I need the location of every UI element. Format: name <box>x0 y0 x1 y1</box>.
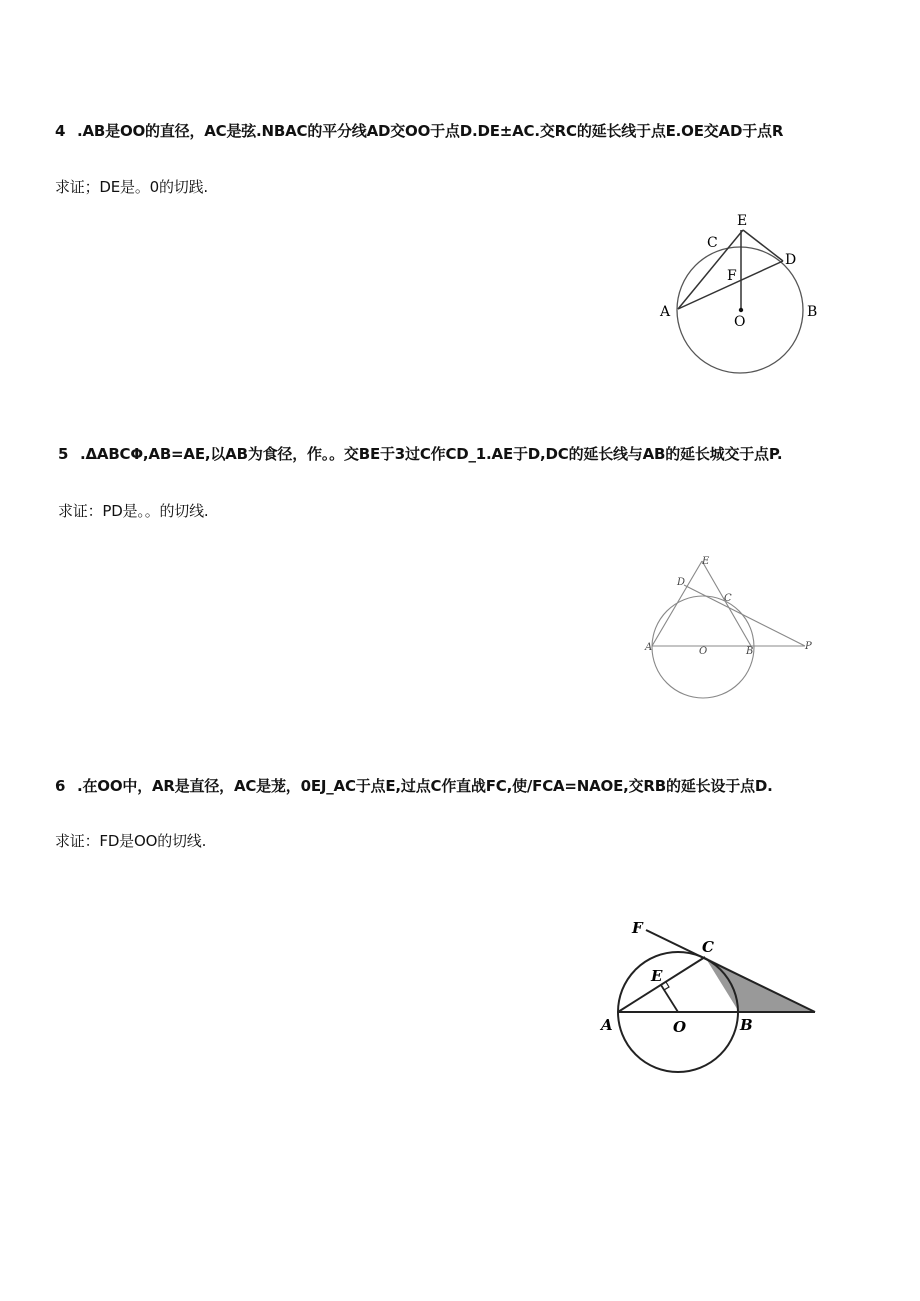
center-dot <box>739 308 743 312</box>
label-c: C <box>707 235 718 251</box>
label-e: E <box>651 967 663 985</box>
problem-4-proof: 求证；DE是。0的切践. <box>55 178 208 196</box>
label-c: C <box>724 593 732 604</box>
label-b: B <box>740 1016 753 1034</box>
problem-5-text: .ΔABCΦ,AB=AE,以AB为食径，作。。交BE于3过C作CD_1.AE于D,DC的延长线与AB的延长城交于点P. <box>80 445 783 463</box>
label-f: F <box>632 919 643 937</box>
segment-ed <box>743 230 783 261</box>
problem-5-proof: 求证：PD是。。的切线. <box>58 502 209 520</box>
segment-fd <box>646 930 815 1012</box>
label-b: B <box>807 304 818 320</box>
label-d: D <box>677 577 686 588</box>
problem-4-number: 4 <box>55 122 66 140</box>
label-f: F <box>727 268 737 284</box>
problem-5-number: 5 <box>58 445 69 463</box>
segment-ae <box>652 561 702 646</box>
label-d: D <box>785 252 797 268</box>
problem-4-text: .AB是OO的直径，AC是弦.NBAC的平分线AD交OO于点D.DE±AC.交RC的延长线于点E.OE交AD于点R <box>77 122 784 140</box>
problem-6-proof: 求证：FD是OO的切线. <box>55 832 207 850</box>
label-c: C <box>702 938 714 956</box>
segment-oe <box>661 985 678 1012</box>
problem-6-statement <box>55 775 773 796</box>
label-a: A <box>601 1016 613 1034</box>
label-a: A <box>660 304 671 320</box>
problem-5-figure <box>640 550 825 700</box>
label-a: A <box>645 642 653 653</box>
label-b: B <box>746 646 754 657</box>
label-e: E <box>737 213 748 229</box>
segment-dp <box>684 585 805 646</box>
label-o: O <box>673 1018 687 1036</box>
label-p: P <box>805 641 812 652</box>
problem-6-number: 6 <box>55 777 66 795</box>
problem-6-figure <box>595 910 835 1085</box>
problem-5-statement <box>58 443 782 464</box>
label-o: O <box>734 314 746 330</box>
problem-6-text: .在OO中，AR是直径，AC是茏，0EJ_AC于点E,过点C作直战FC,使/FCA=NAOE,交RB的延长设于点D. <box>77 777 773 795</box>
problem-4-figure <box>655 210 835 380</box>
problem-4-statement <box>55 120 783 141</box>
label-e: E <box>702 556 710 567</box>
label-o: O <box>699 646 708 657</box>
